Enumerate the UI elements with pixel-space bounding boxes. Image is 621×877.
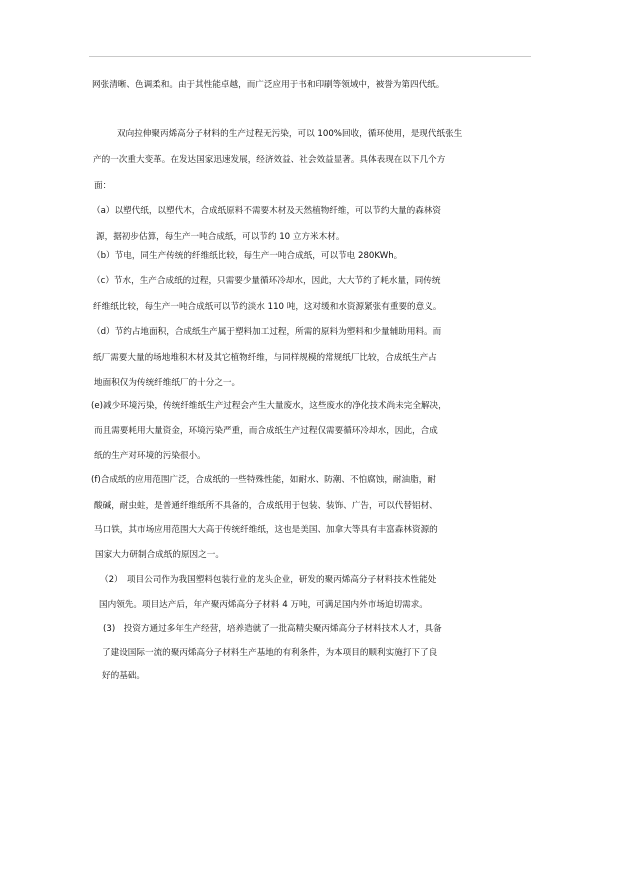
paragraph-line: 马口铁，其市场应用范围大大高于传统纤维纸，这也是美国、加拿大等具有丰富森林资源的 [94,525,438,535]
paragraph-line: （c）节水，生产合成纸的过程，只需要少量循环冷却水，因此，大大节约了耗水量，同传统 [92,276,441,286]
paragraph-line: （b）节电，同生产传统的纤维纸比较，每生产一吨合成纸，可以节电 280KWh。 [92,251,403,261]
paragraph-line: 而且需要耗用大量资金，环境污染严重，而合成纸生产过程仅需要循环冷却水，因此，合成 [94,426,438,436]
paragraph-line: 国内领先。项目达产后，年产聚丙烯高分子材料 4 万吨，可满足国内外市场迫切需求。 [99,600,428,610]
paragraph-line: 面： [94,181,112,191]
paragraph-line: (e)减少环境污染，传统纤维纸生产过程会产生大量废水，这些废水的净化技术尚未完全解决， [91,401,447,411]
paragraph-line: (3) 投资方通过多年生产经营，培养造就了一批高精尖聚丙烯高分子材料技术人才，具备 [103,624,442,634]
paragraph-line: 网张清晰、色调柔和。由于其性能卓越，而广泛应用于书和印刷等领域中，被誉为第四代纸。 [92,80,445,90]
header-rule [89,56,531,57]
paragraph-line: (f)合成纸的应用范围广泛，合成纸的一些特殊性能，如耐水、防潮、不怕腐蚀，耐油脂，耐 [91,475,436,485]
paragraph-line: 纸厂需要大量的场地堆积木材及其它植物纤维，与同样规模的常规纸厂比较，合成纸生产占 [93,353,437,363]
paragraph-line: 地面积仅为传统纤维纸厂的十分之一。 [94,378,241,388]
paragraph-line: 产的一次重大变革。在发达国家迅速发展，经济效益、社会效益显著。具体表现在以下几个方 [93,155,446,165]
paragraph-line: 了建设国际一流的聚丙烯高分子材料生产基地的有利条件，为本项目的顺利实施打下了良 [102,648,438,658]
paragraph-line: （a）以塑代纸，以塑代木，合成纸原料不需要木材及天然植物纤维，可以节约大量的森林资 [92,206,442,216]
paragraph-line: 酸碱，耐虫蛀，是普通纤维纸所不具备的，合成纸用于包装、装饰、广告，可以代替铝材、 [94,501,438,511]
paragraph-line: 源，据初步估算，每生产一吨合成纸，可以节约 10 立方米木材。 [96,232,345,242]
paragraph-line: 纤维纸比较，每生产一吨合成纸可以节约淡水 110 吨，这对缓和水资源紧张有重要的意义。 [93,302,442,312]
paragraph-line: 国家大力研制合成纸的原因之一。 [95,550,224,560]
paragraph-line: 双向拉伸聚丙烯高分子材料的生产过程无污染，可以 100%回收，循环使用，是现代纸张生 [117,129,463,139]
paragraph-line: 好的基础。 [102,671,145,681]
paragraph-line: （2） 项目公司作为我国塑料包装行业的龙头企业，研发的聚丙烯高分子材料技术性能处 [100,575,437,585]
paragraph-line: （d）节约占地面积，合成纸生产属于塑料加工过程，所需的原料为塑料和少量辅助用料。而 [92,327,442,337]
paragraph-line: 纸的生产对环境的污染很小。 [94,451,206,461]
